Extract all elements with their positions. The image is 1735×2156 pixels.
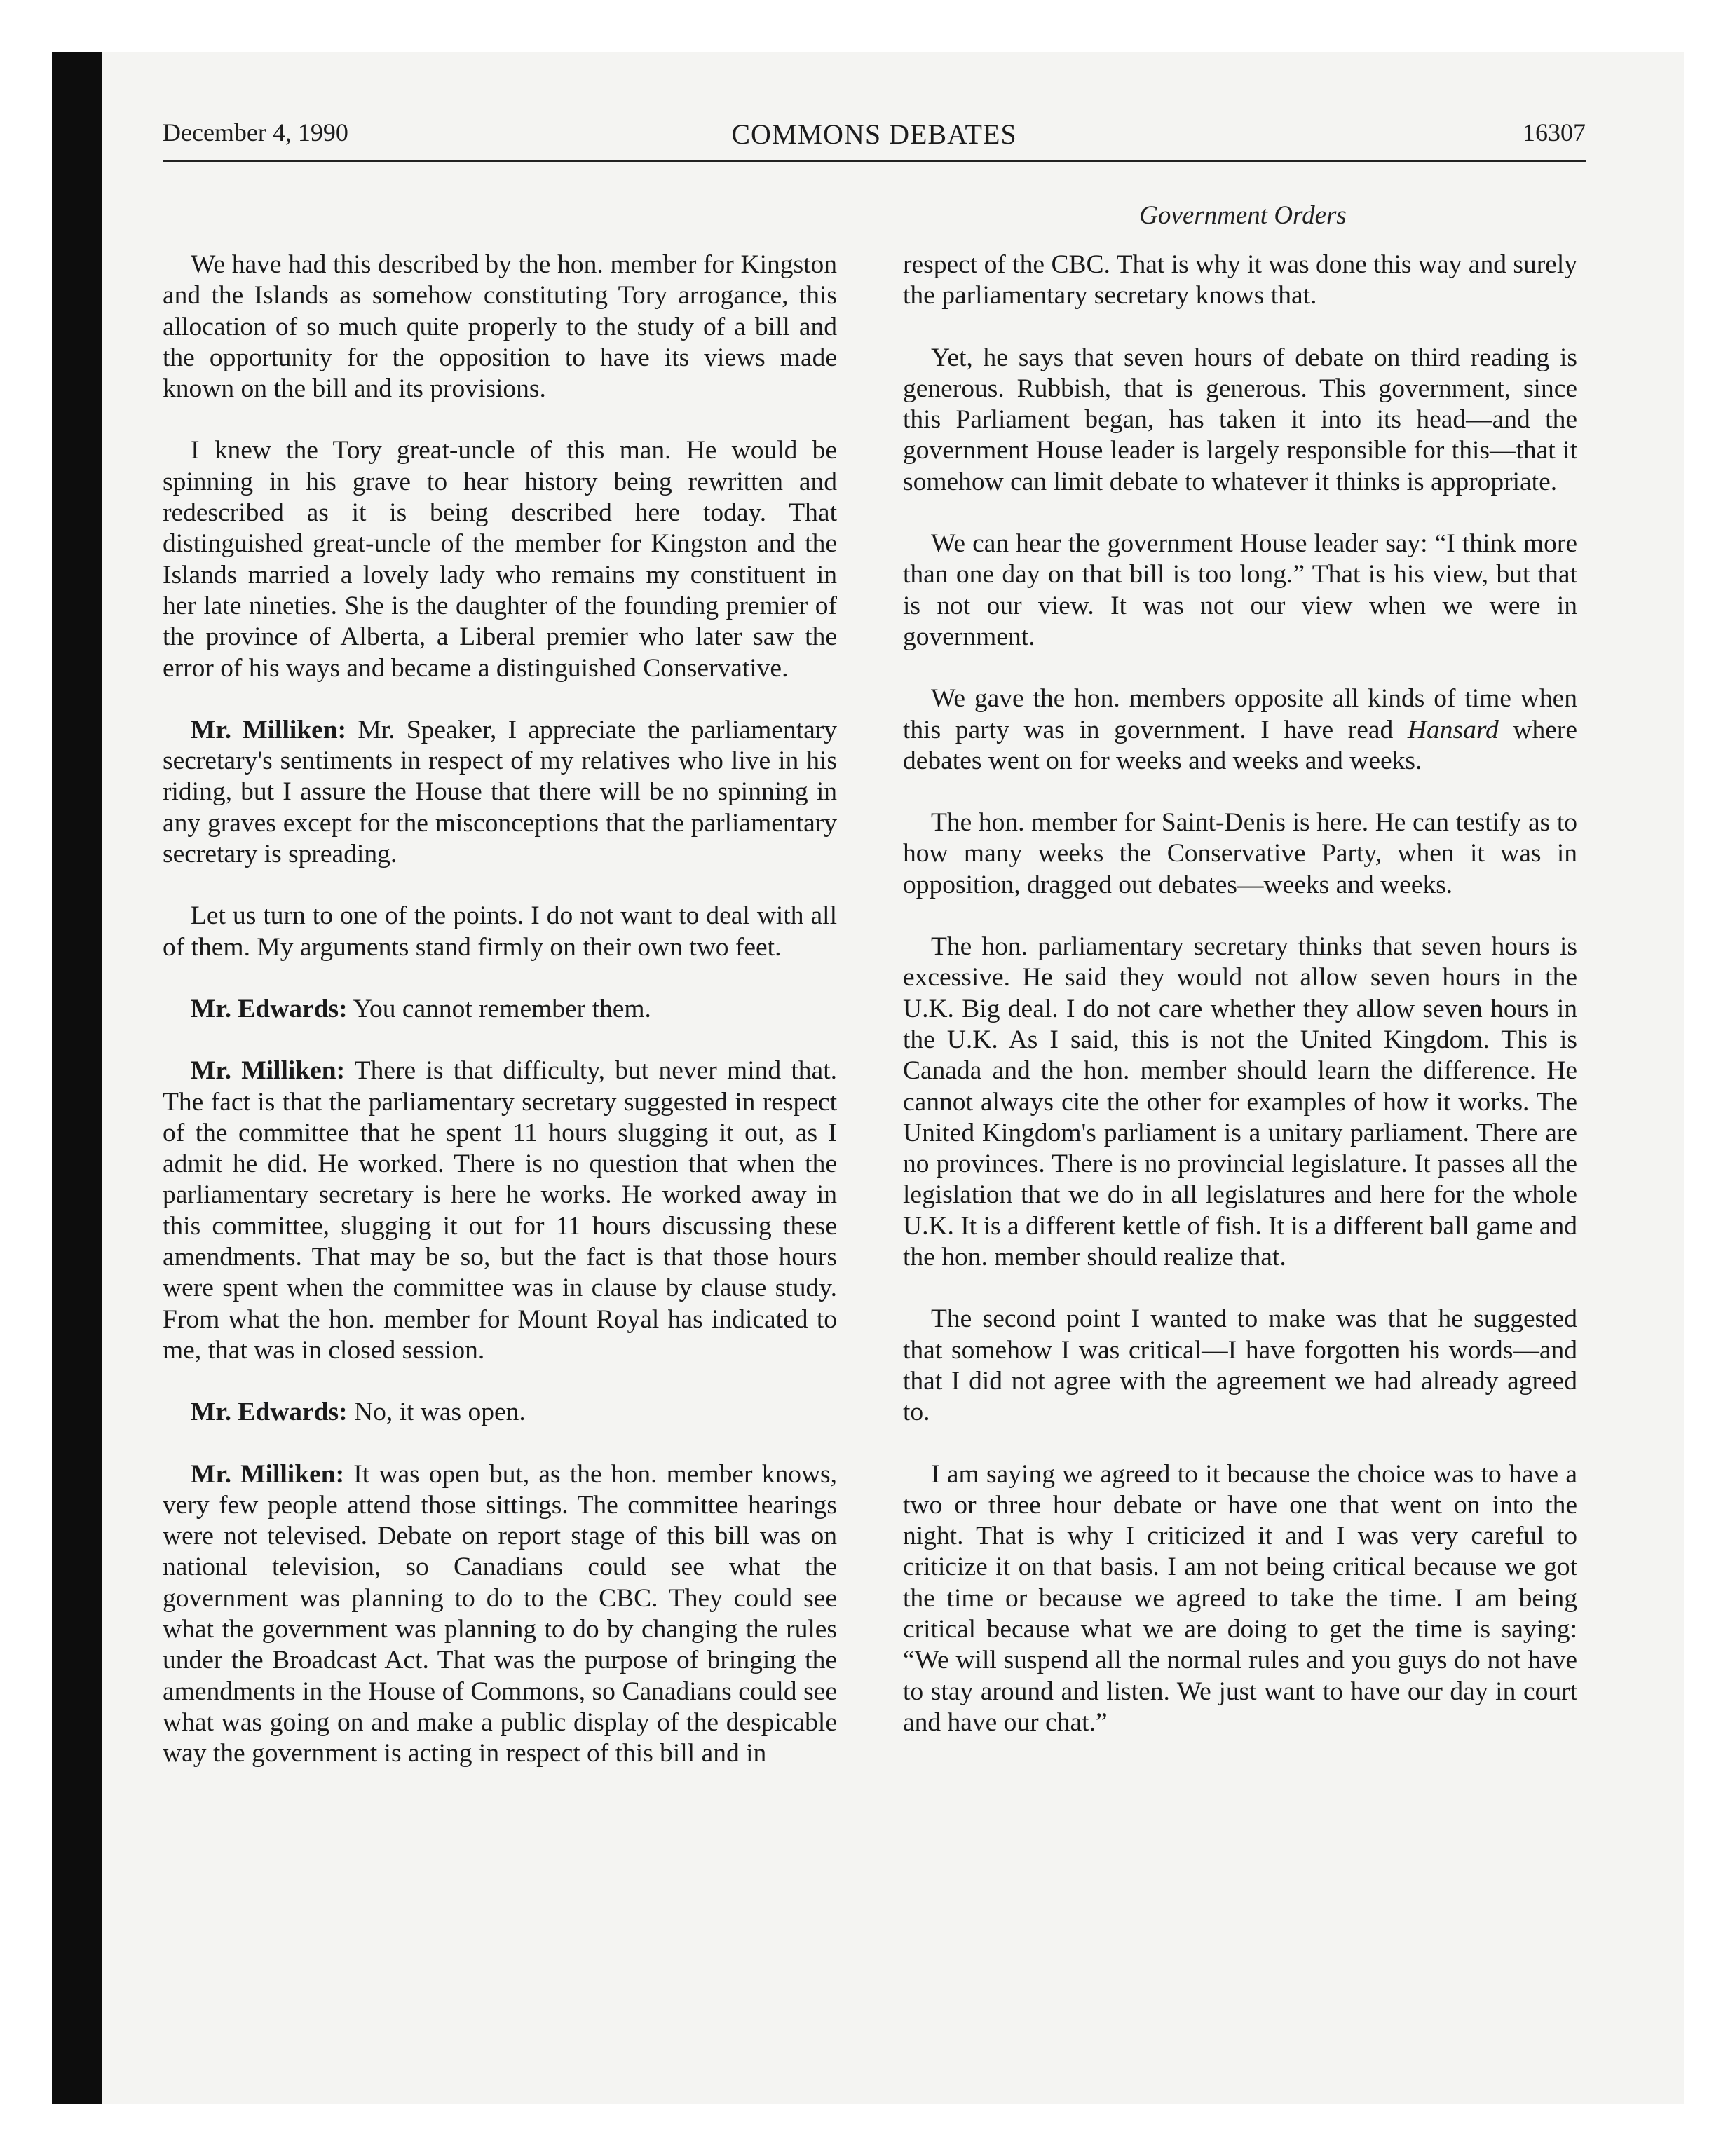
header-page-number: 16307 (1523, 118, 1586, 146)
paragraph-text: We can hear the government House leader say: “I think more than one day on that bill is too long.” That is his view, but that is not our view. It was not our view when we were in government. (903, 529, 1577, 651)
running-head (163, 118, 1586, 157)
right-column (903, 250, 1577, 1769)
paragraph-text: It was open but, as the hon. member knows, very few people attend those sittings. The committee hearings were not televised. Debate on report stage of this bill was on national television, so Canadians could see what the government was planning to do to the CBC. They could see what the government was planning to do by changing the rules under the Broadcast Act. That was the purpose of bringing the amendments in the House of Commons, so Canadians could see what was going on and make a public display of the despicable way the government is acting in respect of this bill and in (163, 1459, 837, 1768)
paragraph (903, 1459, 1577, 1739)
paragraph (163, 250, 837, 404)
paragraph-text: I am saying we agreed to it because the choice was to have a two or three hour debate or have one that went on into the night. That is why I criticized it and I was very careful to criticize it on that basis. I am not being critical because we got the time or because we agreed to take the time. I am being critical because what we are doing to get the time is saying: “We will suspend all the normal rules and you guys do not have to stay around and listen. We just want to have our day in court and have our chat.” (903, 1459, 1577, 1737)
paragraph-text: The hon. parliamentary secretary thinks that seven hours is excessive. He said they would not allow seven hours in the U.K. Big deal. I do not care whether they allow seven hours in the U.K. As I said, this is not the United Kingdom. This is Canada and the hon. member should learn the difference. He cannot always cite the other for examples of how it works. The United Kingdom's parliament is a unitary parliament. There are no provinces. There is no provincial legislature. It passes all the legislation that we do in all legislatures and here for the whole U.K. It is a different kettle of fish. It is a different ball game and the hon. member should realize that. (903, 932, 1577, 1272)
header-date: December 4, 1990 (163, 118, 348, 146)
paragraph (903, 1304, 1577, 1428)
paragraph (903, 683, 1577, 777)
paragraph-text: where debates went on for weeks and weeks and weeks. (903, 715, 1577, 775)
paragraph-text: You cannot remember them. (353, 994, 651, 1023)
paragraph-text: We gave the hon. members opposite all kinds of time when this party was in government. I have read (903, 684, 1577, 744)
paragraph-text: respect of the CBC. That is why it was done this way and surely the parliamentary secretary knows that. (903, 250, 1577, 311)
paragraph-text: Let us turn to one of the points. I do not want to deal with all of them. My arguments stand firmly on their own two feet. (163, 901, 837, 962)
paragraph (903, 528, 1577, 653)
header-title: COMMONS DEBATES (731, 118, 1017, 150)
speaker-name: Mr. Milliken: (191, 715, 347, 744)
paragraph (163, 1056, 837, 1366)
paragraph (163, 994, 837, 1025)
header-rule (163, 160, 1586, 162)
paragraph (163, 901, 837, 963)
paragraph-text: There is that difficulty, but never mind that. The fact is that the parliamentary secretary suggested in respect of the committee that he spent 11 hours slugging it out, as I admit he did. He worked. There is no question that when the parliamentary secretary is here he works. He worked away in this committee, slugging it out for 11 hours discussing these amendments. That may be so, but the fact is that those hours were spent when the committee was in clause by clause study. From what the hon. member for Mount Royal has indicated to me, that was in closed session. (163, 1056, 837, 1365)
paragraph-text: The hon. member for Saint-Denis is here. He can testify as to how many weeks the Conservative Party, when it was in opposition, dragged out debates—weeks and weeks. (903, 808, 1577, 899)
speaker-name: Mr. Edwards: (191, 1398, 348, 1427)
paragraph-text: I knew the Tory great-uncle of this man. He would be spinning in his grave to hear history being rewritten and redescribed as it is being described here today. That distinguished great-uncle of the member for Kingston and the Islands married a lovely lady who remains my constituent in her late nineties. She is the daughter of the founding premier of the province of Alberta, a Liberal premier who later saw the error of his ways and became a distinguished Conservative. (163, 436, 837, 683)
speaker-name: Mr. Milliken: (191, 1459, 345, 1489)
paragraph-text: Mr. Speaker, I appreciate the parliamentary secretary's sentiments in respect of my relatives who live in his riding, but I assure the House that there will be no spinning in any graves except for the misconceptions that the parliamentary secretary is spreading. (163, 715, 837, 869)
paragraph (163, 1459, 837, 1770)
paragraph (903, 932, 1577, 1273)
paragraph-text: We have had this described by the hon. member for Kingston and the Islands as somehow constituting Tory arrogance, this allocation of so much quite properly to the study of a bill and the opportunity for the opposition to have its views made known on the bill and its provisions. (163, 250, 837, 404)
paragraph (903, 250, 1577, 312)
paragraph (163, 435, 837, 683)
paragraph-text: No, it was open. (354, 1398, 526, 1427)
speaker-name: Mr. Milliken: (191, 1056, 346, 1086)
scan-binding-edge (52, 52, 102, 2104)
paragraph (163, 1397, 837, 1428)
paragraph-text: The second point I wanted to make was that he suggested that somehow I was critical—I have forgotten his words—and that I did not agree with the agreement we had already agreed to. (903, 1304, 1577, 1427)
left-column (163, 250, 837, 1800)
paragraph-text: Yet, he says that seven hours of debate on third reading is generous. Rubbish, that is generous. This government, since this Parliament began, has taken it into its head—and the government House leader is largely responsible for this—that it somehow can limit debate to whatever it thinks is appropriate. (903, 343, 1577, 496)
italic-publication-name: Hansard (1407, 715, 1499, 744)
paragraph (903, 343, 1577, 498)
section-heading: Government Orders (1139, 201, 1347, 230)
paragraph (903, 807, 1577, 901)
speaker-name: Mr. Edwards: (191, 994, 348, 1023)
paragraph (163, 715, 837, 870)
